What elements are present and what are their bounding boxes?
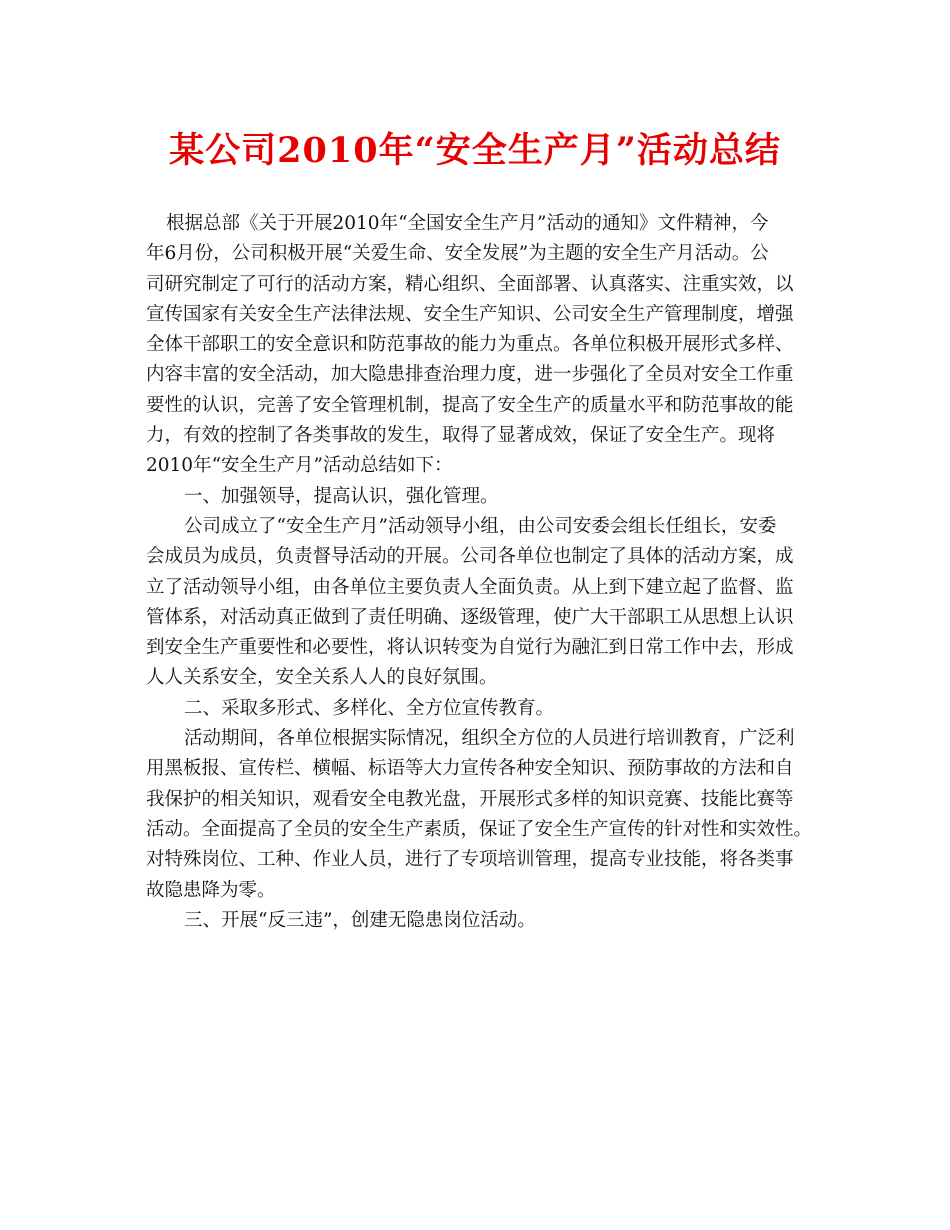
paragraph-line: 司研究制定了可行的活动方案，精心组织、全面部署、认真落实、注重实效，以 (146, 273, 794, 295)
section-heading-2: 二、采取多形式、多样化、全方位宣传教育。 (184, 697, 555, 719)
section-heading-3: 三、开展“反三违”，创建无隐患岗位活动。 (184, 909, 536, 931)
paragraph-line: 要性的认识，完善了安全管理机制，提高了安全生产的质量水平和防范事故的能 (146, 394, 794, 416)
paragraph-line: 会成员为成员，负责督导活动的开展。公司各单位也制定了具体的活动方案，成 (146, 546, 794, 568)
paragraph-line: 活动期间，各单位根据实际情况，组织全方位的人员进行培训教育，广泛利 (184, 728, 795, 750)
paragraph-line: 故隐患降为零。 (146, 879, 276, 901)
document-body (146, 209, 813, 936)
paragraph-line: 人人关系安全，安全关系人人的良好氛围。 (146, 667, 498, 689)
paragraph-line: 2010年“安全生产月”活动总结如下： (146, 455, 453, 477)
paragraph-line: 对特殊岗位、工种、作业人员，进行了专项培训管理，提高专业技能，将各类事 (146, 849, 794, 871)
paragraph-line: 用黑板报、宣传栏、横幅、标语等大力宣传各种安全知识、预防事故的方法和自 (146, 758, 794, 780)
document-title: 某公司2010年“安全生产月”活动总结 (169, 130, 781, 171)
paragraph-line: 管体系，对活动真正做到了责任明确、逐级管理，使广大干部职工从思想上认识 (146, 606, 794, 628)
paragraph-line: 活动。全面提高了全员的安全生产素质，保证了安全生产宣传的针对性和实效性。 (146, 818, 813, 840)
paragraph-line: 年6月份，公司积极开展“关爱生命、安全发展”为主题的安全生产月活动。公 (146, 243, 769, 265)
paragraph-line: 全体干部职工的安全意识和防范事故的能力为重点。各单位积极开展形式多样、 (146, 334, 794, 356)
paragraph-line: 立了活动领导小组，由各单位主要负责人全面负责。从上到下建立起了监督、监 (146, 576, 794, 598)
paragraph-line: 我保护的相关知识，观看安全电教光盘，开展形式多样的知识竞赛、技能比赛等 (146, 788, 794, 810)
section-heading-1: 一、加强领导，提高认识，强化管理。 (184, 485, 499, 507)
paragraph-line: 到安全生产重要性和必要性，将认识转变为自觉行为融汇到日常工作中去，形成 (146, 637, 794, 659)
paragraph-line: 宣传国家有关安全生产法律法规、安全生产知识、公司安全生产管理制度，增强 (146, 303, 794, 325)
paragraph-line: 根据总部《关于开展2010年“全国安全生产月”活动的通知》文件精神，今 (166, 213, 769, 234)
paragraph-line: 力，有效的控制了各类事故的发生，取得了显著成效，保证了安全生产。现将 (146, 425, 776, 447)
paragraph-line: 公司成立了“安全生产月”活动领导小组，由公司安委会组长任组长，安委 (184, 515, 777, 537)
paragraph-line: 内容丰富的安全活动，加大隐患排查治理力度，进一步强化了全员对安全工作重 (146, 364, 794, 386)
